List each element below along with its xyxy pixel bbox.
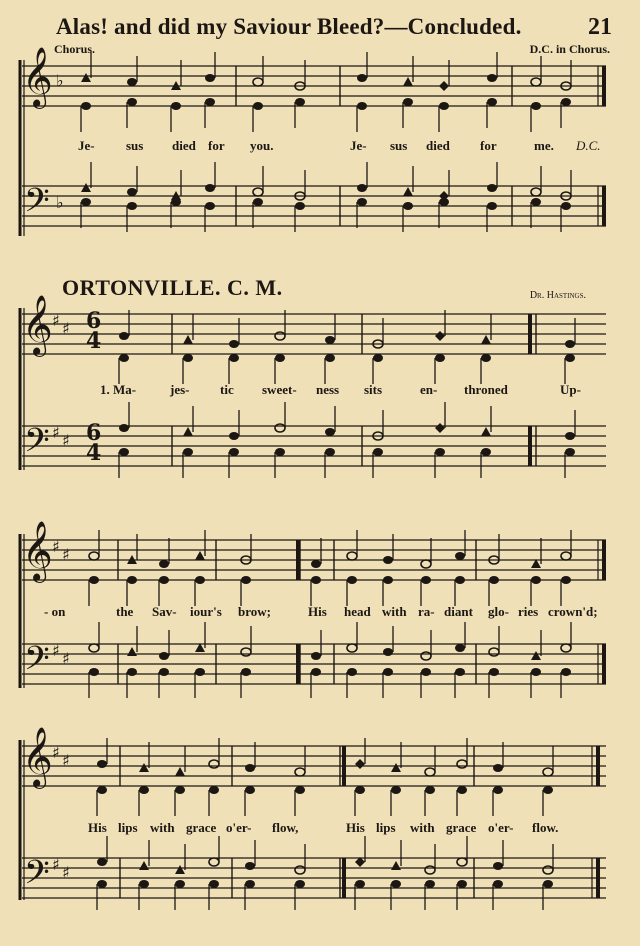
- note-head: [209, 880, 219, 888]
- sharp-icon: ♯: [52, 311, 60, 330]
- note-head: [493, 764, 503, 772]
- note-head: [355, 880, 365, 888]
- note-head: [565, 432, 575, 440]
- note-head: [205, 98, 215, 106]
- sharp-icon: ♯: [52, 537, 60, 556]
- time-sig-bottom: 4: [86, 440, 102, 466]
- note-head: [435, 331, 445, 341]
- note-head: [183, 335, 193, 344]
- note-head: [561, 644, 571, 652]
- note-head: [241, 648, 251, 656]
- note-head: [383, 668, 393, 676]
- note-head: [403, 98, 413, 106]
- hymn-title: ORTONVILLE. C. M.: [62, 275, 283, 300]
- note-head: [561, 98, 571, 106]
- note-head: [205, 74, 215, 82]
- note-head: [531, 668, 541, 676]
- note-head: [347, 552, 357, 560]
- time-sig-bottom: 4: [86, 328, 102, 354]
- note-head: [275, 424, 285, 432]
- note-head: [119, 332, 129, 340]
- note-head: [311, 576, 321, 584]
- bass-clef-icon: 𝄢: [24, 854, 50, 900]
- note-head: [245, 764, 255, 772]
- lyric-syllable: Sav-: [152, 604, 177, 619]
- bass-clef-icon: 𝄢: [24, 422, 50, 468]
- note-head: [229, 340, 239, 348]
- lyric-syllable: you.: [250, 138, 274, 153]
- note-head: [89, 644, 99, 652]
- lyric-syllable: grace: [186, 820, 217, 835]
- note-head: [531, 102, 541, 110]
- lyric-syllable: me.: [534, 138, 554, 153]
- note-head: [245, 786, 255, 794]
- lyric-syllable: sits: [364, 382, 383, 397]
- sharp-icon: ♯: [52, 423, 60, 442]
- lyric-syllable: His: [88, 820, 107, 835]
- note-head: [561, 552, 571, 560]
- sharp-icon: ♯: [62, 649, 70, 668]
- time-sig-top: 6: [86, 420, 102, 446]
- lyric-syllable: o'er-: [226, 820, 252, 835]
- lyric-syllable: with: [382, 604, 407, 619]
- note-head: [543, 786, 553, 794]
- note-head: [457, 858, 467, 866]
- note-head: [425, 786, 435, 794]
- note-head: [355, 786, 365, 794]
- lyric-syllable: - on: [44, 604, 66, 619]
- note-head: [295, 98, 305, 106]
- lyric-syllable: 1. Ma-: [100, 382, 137, 397]
- note-head: [295, 866, 305, 874]
- note-head: [295, 880, 305, 888]
- sharp-icon: ♯: [52, 855, 60, 874]
- time-signature-treble: [86, 308, 102, 354]
- note-head: [195, 551, 205, 560]
- lyric-syllable: His: [308, 604, 327, 619]
- note-head: [561, 576, 571, 584]
- note-head: [391, 763, 401, 772]
- note-head: [493, 862, 503, 870]
- note-head: [531, 198, 541, 206]
- note-head: [383, 576, 393, 584]
- note-head: [127, 202, 137, 210]
- treble-clef-icon: 𝄞: [22, 727, 53, 787]
- note-head: [127, 98, 137, 106]
- note-head: [275, 354, 285, 362]
- note-head: [489, 648, 499, 656]
- note-head: [97, 760, 107, 768]
- note-head: [543, 768, 553, 776]
- lyric-syllable: died: [172, 138, 196, 153]
- note-head: [311, 652, 321, 660]
- lyric-syllable: the: [116, 604, 134, 619]
- note-head: [127, 188, 137, 196]
- lyric-syllable: Je-: [350, 138, 367, 153]
- note-head: [97, 880, 107, 888]
- note-head: [159, 560, 169, 568]
- note-head: [531, 188, 541, 196]
- page-number: 21: [588, 14, 612, 40]
- note-head: [355, 759, 365, 769]
- note-head: [403, 202, 413, 210]
- lyric-syllable: head: [344, 604, 371, 619]
- lyric-syllable: Up-: [560, 382, 581, 397]
- note-head: [383, 556, 393, 564]
- lyric-syllable: with: [150, 820, 175, 835]
- note-head: [391, 861, 401, 870]
- treble-clef-icon: 𝄞: [22, 521, 53, 581]
- note-head: [311, 560, 321, 568]
- lyric-syllable: lips: [118, 820, 138, 835]
- lyric-syllable: Je-: [78, 138, 95, 153]
- bass-clef-icon: 𝄢: [24, 640, 50, 686]
- lyric-syllable: for: [208, 138, 225, 153]
- time-sig-top: 6: [86, 308, 102, 334]
- lyric-syllable: flow.: [532, 820, 559, 835]
- note-head: [295, 202, 305, 210]
- note-head: [457, 786, 467, 794]
- note-head: [561, 202, 571, 210]
- note-head: [493, 880, 503, 888]
- note-head: [205, 202, 215, 210]
- note-head: [373, 354, 383, 362]
- note-head: [481, 448, 491, 456]
- lyric-syllable: for: [480, 138, 497, 153]
- note-head: [325, 448, 335, 456]
- note-head: [357, 102, 367, 110]
- composer-credit: Dr. Hastings.: [529, 290, 586, 301]
- note-head: [229, 354, 239, 362]
- note-head: [457, 760, 467, 768]
- lyric-syllable: sus: [126, 138, 144, 153]
- note-head: [97, 858, 107, 866]
- note-head: [425, 866, 435, 874]
- bass-clef-icon: 𝄢: [24, 182, 50, 228]
- note-head: [403, 187, 413, 196]
- lyric-syllable: throned: [464, 382, 508, 397]
- note-head: [119, 354, 129, 362]
- note-head: [489, 576, 499, 584]
- lyric-syllable: flow,: [272, 820, 299, 835]
- note-head: [245, 862, 255, 870]
- note-head: [295, 768, 305, 776]
- lyric-syllable: with: [410, 820, 435, 835]
- note-head: [391, 786, 401, 794]
- note-head: [175, 767, 185, 776]
- note-head: [229, 432, 239, 440]
- note-head: [481, 354, 491, 362]
- lyric-syllable: tic: [220, 382, 234, 397]
- chorus-label: Chorus.: [54, 42, 96, 56]
- note-head: [403, 77, 413, 86]
- time-signature-bass: [86, 420, 102, 466]
- note-head: [373, 448, 383, 456]
- note-head: [175, 865, 185, 874]
- note-head: [127, 647, 137, 656]
- sharp-icon: ♯: [62, 545, 70, 564]
- lyric-syllable: brow;: [238, 604, 271, 619]
- note-head: [455, 576, 465, 584]
- note-head: [229, 448, 239, 456]
- sharp-icon: ♯: [62, 431, 70, 450]
- note-head: [159, 652, 169, 660]
- note-head: [89, 552, 99, 560]
- note-head: [89, 668, 99, 676]
- note-head: [425, 880, 435, 888]
- note-head: [127, 576, 137, 584]
- lyric-syllable: iour's: [190, 604, 222, 619]
- note-head: [139, 880, 149, 888]
- note-head: [175, 880, 185, 888]
- note-head: [481, 427, 491, 436]
- lyric-syllable: crown'd;: [548, 604, 598, 619]
- note-head: [209, 786, 219, 794]
- note-head: [455, 668, 465, 676]
- sharp-icon: ♯: [52, 743, 60, 762]
- note-head: [565, 448, 575, 456]
- note-head: [493, 786, 503, 794]
- lyric-syllable: diant: [444, 604, 473, 619]
- note-head: [81, 183, 91, 192]
- note-head: [347, 644, 357, 652]
- note-head: [183, 448, 193, 456]
- lyric-syllable: glo-: [488, 604, 509, 619]
- note-head: [561, 668, 571, 676]
- dc-marker: D.C.: [576, 138, 601, 153]
- note-head: [487, 184, 497, 192]
- note-head: [139, 763, 149, 772]
- note-head: [457, 880, 467, 888]
- note-head: [311, 668, 321, 676]
- lyric-syllable: sweet-: [262, 382, 297, 397]
- note-head: [325, 428, 335, 436]
- note-head: [89, 576, 99, 584]
- lyric-syllable: died: [426, 138, 450, 153]
- note-head: [357, 74, 367, 82]
- dc-label: D.C. in Chorus.: [529, 42, 610, 56]
- sharp-icon: ♯: [62, 319, 70, 338]
- note-head: [347, 668, 357, 676]
- note-head: [245, 880, 255, 888]
- note-head: [421, 652, 431, 660]
- note-head: [481, 335, 491, 344]
- lyric-syllable: ra-: [418, 604, 435, 619]
- note-head: [253, 102, 263, 110]
- note-head: [487, 202, 497, 210]
- note-head: [439, 198, 449, 206]
- note-head: [119, 448, 129, 456]
- sharp-icon: ♯: [52, 641, 60, 660]
- lyric-syllable: o'er-: [488, 820, 514, 835]
- note-head: [171, 102, 181, 110]
- note-head: [421, 668, 431, 676]
- lyric-syllable: grace: [446, 820, 477, 835]
- note-head: [435, 448, 445, 456]
- note-head: [531, 78, 541, 86]
- note-head: [357, 184, 367, 192]
- note-head: [241, 576, 251, 584]
- note-head: [139, 786, 149, 794]
- note-head: [195, 576, 205, 584]
- note-head: [455, 552, 465, 560]
- note-head: [439, 102, 449, 110]
- note-head: [455, 644, 465, 652]
- note-head: [183, 354, 193, 362]
- note-head: [435, 354, 445, 362]
- note-head: [425, 768, 435, 776]
- note-head: [171, 198, 181, 206]
- lyric-syllable: lips: [376, 820, 396, 835]
- note-head: [489, 668, 499, 676]
- note-head: [139, 861, 149, 870]
- lyric-syllable: ness: [316, 382, 340, 397]
- note-head: [159, 668, 169, 676]
- flat-icon: ♭: [56, 71, 64, 90]
- note-head: [487, 98, 497, 106]
- sharp-icon: ♯: [62, 863, 70, 882]
- note-head: [421, 576, 431, 584]
- note-head: [325, 336, 335, 344]
- note-head: [253, 198, 263, 206]
- note-head: [253, 78, 263, 86]
- note-head: [275, 448, 285, 456]
- note-head: [391, 880, 401, 888]
- treble-clef-icon: 𝄞: [22, 47, 53, 107]
- note-head: [383, 648, 393, 656]
- flat-icon: ♭: [56, 193, 64, 212]
- note-head: [435, 423, 445, 433]
- note-head: [565, 354, 575, 362]
- note-head: [127, 668, 137, 676]
- treble-clef-icon: 𝄞: [22, 295, 53, 355]
- note-head: [295, 786, 305, 794]
- note-head: [175, 786, 185, 794]
- note-head: [241, 668, 251, 676]
- note-head: [275, 332, 285, 340]
- note-head: [127, 78, 137, 86]
- note-head: [543, 880, 553, 888]
- note-head: [183, 427, 193, 436]
- note-head: [531, 576, 541, 584]
- note-head: [347, 576, 357, 584]
- sharp-icon: ♯: [62, 751, 70, 770]
- note-head: [119, 424, 129, 432]
- lyric-syllable: jes-: [170, 382, 190, 397]
- page-title: Alas! and did my Saviour Bleed?—Concluded.: [56, 14, 522, 39]
- lyric-syllable: en-: [420, 382, 438, 397]
- note-head: [195, 668, 205, 676]
- note-head: [325, 354, 335, 362]
- note-head: [81, 198, 91, 206]
- note-head: [565, 340, 575, 348]
- note-head: [357, 198, 367, 206]
- note-head: [81, 73, 91, 82]
- lyric-syllable: His: [346, 820, 365, 835]
- note-head: [81, 102, 91, 110]
- note-head: [253, 188, 263, 196]
- lyric-syllable: sus: [390, 138, 408, 153]
- note-head: [543, 866, 553, 874]
- note-head: [209, 760, 219, 768]
- note-head: [159, 576, 169, 584]
- note-head: [439, 81, 449, 91]
- note-head: [421, 560, 431, 568]
- note-head: [531, 651, 541, 660]
- note-head: [209, 858, 219, 866]
- lyric-syllable: ries: [518, 604, 539, 619]
- note-head: [97, 786, 107, 794]
- note-head: [487, 74, 497, 82]
- note-head: [205, 184, 215, 192]
